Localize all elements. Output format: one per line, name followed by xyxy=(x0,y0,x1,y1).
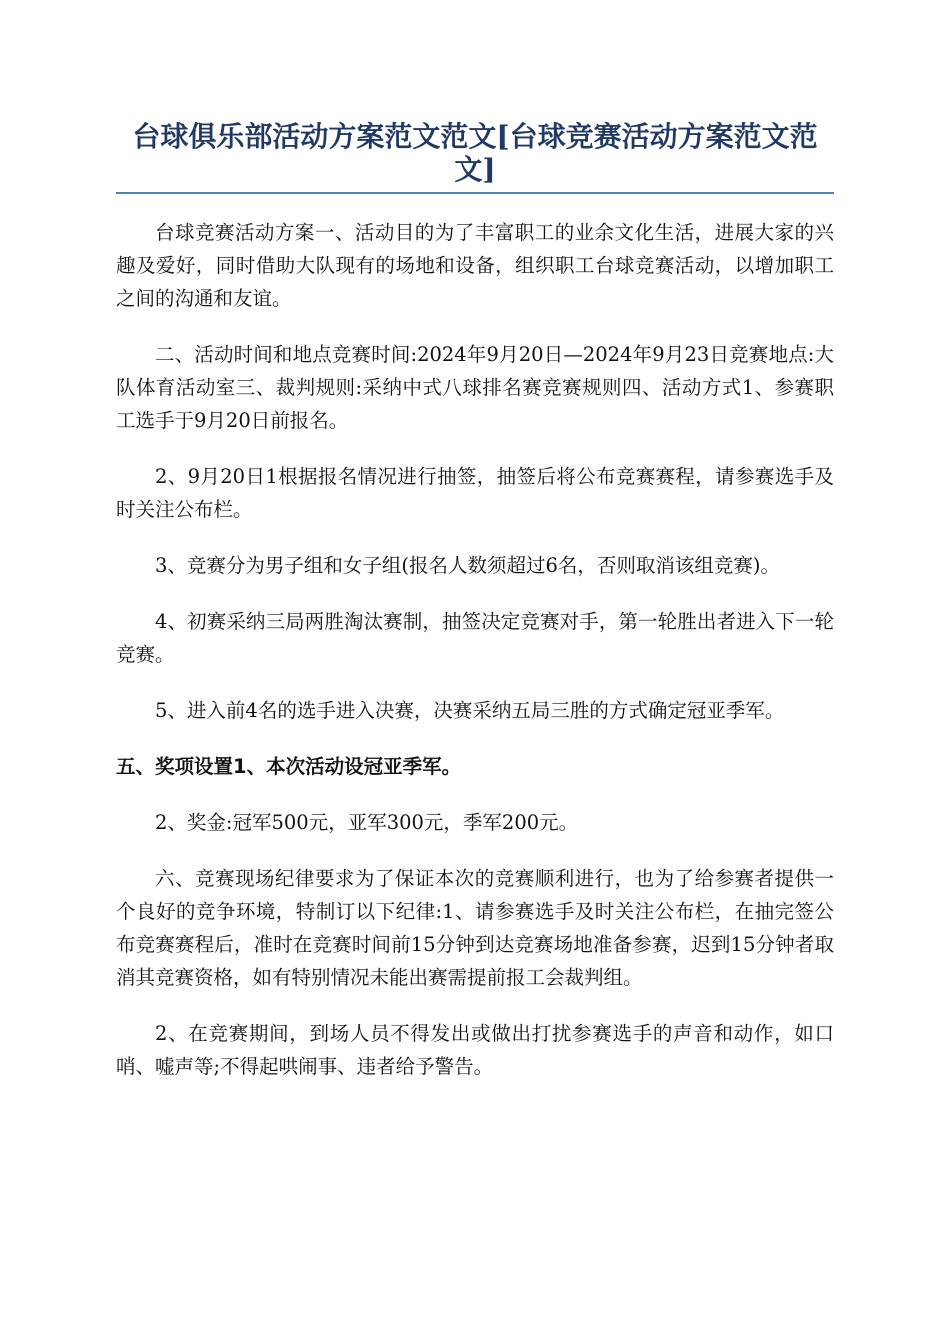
paragraph: 2、奖金:冠军500元，亚军300元，季军200元。 xyxy=(155,811,579,834)
paragraph: 六、竞赛现场纪律要求为了保证本次的竞赛顺利进行，也为了给参赛者提供一个良好的竞争环境，特制订以下纪律:1、请参赛选手及时关注公布栏，在抽完签公布竞赛赛程后，准时在竞赛时间前15分钟到达竞赛场地准备参赛，迟到15分钟者取消其竞赛资格，如有特别情况未能出赛需提前报工会裁判组。 xyxy=(116,867,834,989)
paragraph: 4、初赛采纳三局两胜淘汰赛制，抽签决定竞赛对手，第一轮胜出者进入下一轮竞赛。 xyxy=(116,610,834,666)
document-title: 台球俱乐部活动方案范文范文[台球竞赛活动方案范文范文] xyxy=(116,112,834,194)
document-body xyxy=(116,216,834,1083)
paragraph: 2、9月20日1根据报名情况进行抽签，抽签后将公布竞赛赛程，请参赛选手及时关注公布栏。 xyxy=(116,465,834,521)
paragraph: 二、活动时间和地点竞赛时间:2024年9月20日—2024年9月23日竞赛地点:大队体育活动室三、裁判规则:采纳中式八球排名赛竞赛规则四、活动方式1、参赛职工选手于9月20日前报名。 xyxy=(116,343,834,432)
paragraph: 5、进入前4名的选手进入决赛，决赛采纳五局三胜的方式确定冠亚季军。 xyxy=(155,699,785,722)
paragraph: 3、竞赛分为男子组和女子组(报名人数须超过6名，否则取消该组竞赛)。 xyxy=(155,554,781,577)
paragraph: 2、在竞赛期间，到场人员不得发出或做出打扰参赛选手的声音和动作，如口哨、嘘声等;不得起哄闹事、违者给予警告。 xyxy=(116,1022,834,1078)
section-heading: 五、奖项设置1、本次活动设冠亚季军。 xyxy=(116,755,462,778)
paragraph: 台球竞赛活动方案一、活动目的为了丰富职工的业余文化生活，进展大家的兴趣及爱好，同时借助大队现有的场地和设备，组织职工台球竞赛活动，以增加职工之间的沟通和友谊。 xyxy=(116,221,834,310)
